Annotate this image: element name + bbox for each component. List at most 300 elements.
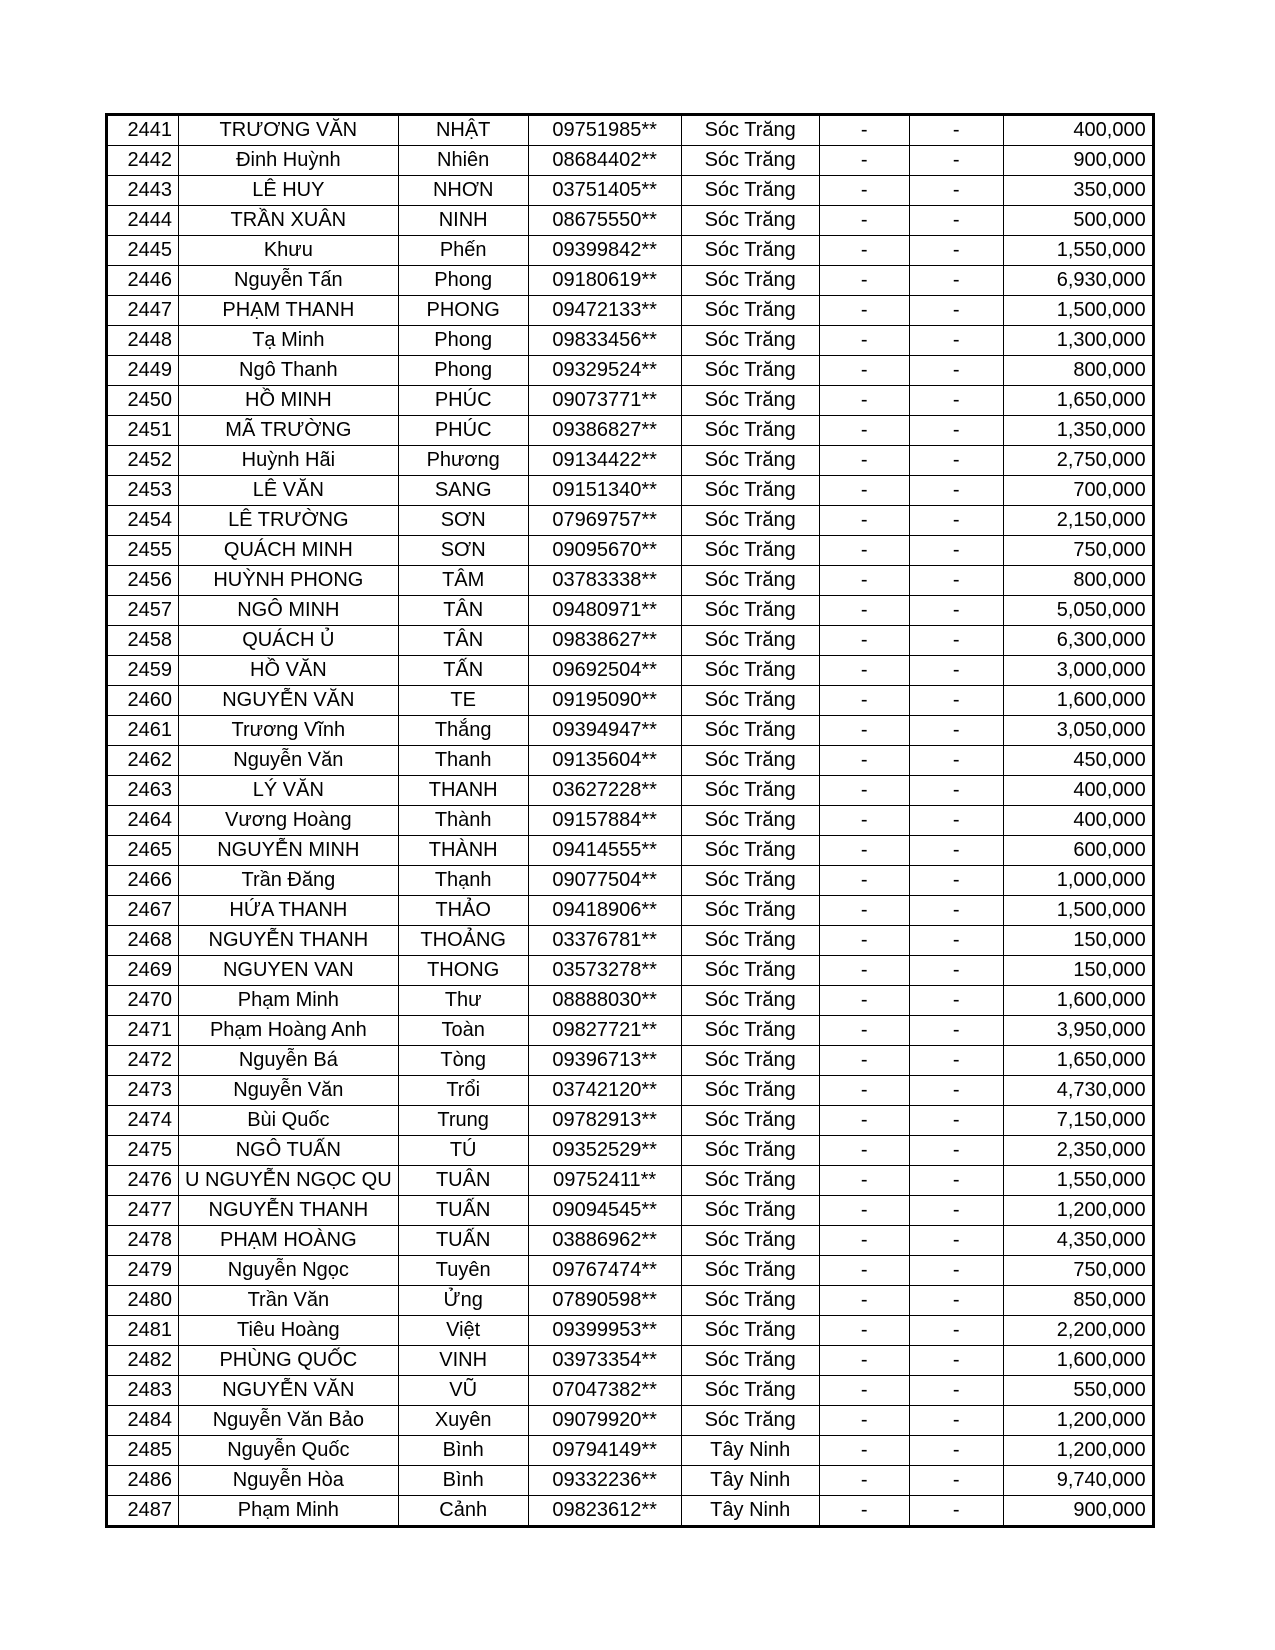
- province-cell: Sóc Trăng: [681, 1196, 819, 1226]
- phone-cell: 09752411**: [528, 1166, 681, 1196]
- province-cell: Sóc Trăng: [681, 626, 819, 656]
- col-dash-1-cell: -: [819, 716, 909, 746]
- table-row: [107, 1346, 1154, 1376]
- col-dash-2-cell: -: [909, 986, 1003, 1016]
- phone-cell: 09332236**: [528, 1466, 681, 1496]
- col-dash-1-cell: -: [819, 386, 909, 416]
- given-name-cell: Phương: [398, 446, 528, 476]
- province-cell: Sóc Trăng: [681, 206, 819, 236]
- col-dash-2-cell: -: [909, 1466, 1003, 1496]
- surname-middle-cell: Phạm Minh: [179, 1496, 399, 1527]
- col-dash-1-cell: -: [819, 1076, 909, 1106]
- surname-middle-cell: MÃ TRƯỜNG: [179, 416, 399, 446]
- given-name-cell: SƠN: [398, 506, 528, 536]
- row-number-cell: 2475: [107, 1136, 179, 1166]
- col-dash-1-cell: -: [819, 926, 909, 956]
- province-cell: Sóc Trăng: [681, 1046, 819, 1076]
- col-dash-1-cell: -: [819, 1466, 909, 1496]
- col-dash-2-cell: -: [909, 596, 1003, 626]
- amount-cell: 800,000: [1003, 356, 1153, 386]
- surname-middle-cell: NGUYỄN VĂN: [179, 1376, 399, 1406]
- col-dash-1-cell: -: [819, 896, 909, 926]
- phone-cell: 09838627**: [528, 626, 681, 656]
- row-number-cell: 2458: [107, 626, 179, 656]
- col-dash-1-cell: -: [819, 656, 909, 686]
- row-number-cell: 2441: [107, 115, 179, 146]
- table-row: [107, 1466, 1154, 1496]
- amount-cell: 3,050,000: [1003, 716, 1153, 746]
- row-number-cell: 2468: [107, 926, 179, 956]
- given-name-cell: VŨ: [398, 1376, 528, 1406]
- amount-cell: 1,500,000: [1003, 296, 1153, 326]
- col-dash-2-cell: -: [909, 236, 1003, 266]
- col-dash-1-cell: -: [819, 1346, 909, 1376]
- table-row: [107, 1076, 1154, 1106]
- given-name-cell: Phong: [398, 326, 528, 356]
- surname-middle-cell: HUỲNH PHONG: [179, 566, 399, 596]
- col-dash-1-cell: -: [819, 176, 909, 206]
- col-dash-2-cell: -: [909, 1436, 1003, 1466]
- province-cell: Sóc Trăng: [681, 506, 819, 536]
- amount-cell: 400,000: [1003, 115, 1153, 146]
- given-name-cell: Bình: [398, 1436, 528, 1466]
- given-name-cell: Thư: [398, 986, 528, 1016]
- surname-middle-cell: LÊ TRƯỜNG: [179, 506, 399, 536]
- row-number-cell: 2477: [107, 1196, 179, 1226]
- col-dash-2-cell: -: [909, 1166, 1003, 1196]
- amount-cell: 400,000: [1003, 806, 1153, 836]
- amount-cell: 550,000: [1003, 1376, 1153, 1406]
- row-number-cell: 2469: [107, 956, 179, 986]
- province-cell: Sóc Trăng: [681, 926, 819, 956]
- surname-middle-cell: Tạ Minh: [179, 326, 399, 356]
- amount-cell: 150,000: [1003, 926, 1153, 956]
- given-name-cell: Tòng: [398, 1046, 528, 1076]
- col-dash-2-cell: -: [909, 776, 1003, 806]
- col-dash-1-cell: -: [819, 1166, 909, 1196]
- given-name-cell: Phong: [398, 356, 528, 386]
- province-cell: Sóc Trăng: [681, 476, 819, 506]
- province-cell: Sóc Trăng: [681, 686, 819, 716]
- amount-cell: 800,000: [1003, 566, 1153, 596]
- col-dash-2-cell: -: [909, 326, 1003, 356]
- col-dash-1-cell: -: [819, 1436, 909, 1466]
- province-cell: Sóc Trăng: [681, 836, 819, 866]
- col-dash-2-cell: -: [909, 686, 1003, 716]
- phone-cell: 09399842**: [528, 236, 681, 266]
- surname-middle-cell: Phạm Hoàng Anh: [179, 1016, 399, 1046]
- phone-cell: 09767474**: [528, 1256, 681, 1286]
- row-number-cell: 2450: [107, 386, 179, 416]
- col-dash-2-cell: -: [909, 836, 1003, 866]
- table-row: [107, 416, 1154, 446]
- given-name-cell: Trổi: [398, 1076, 528, 1106]
- table-row: [107, 896, 1154, 926]
- given-name-cell: THẢO: [398, 896, 528, 926]
- surname-middle-cell: U NGUYỄN NGỌC QU: [179, 1166, 399, 1196]
- surname-middle-cell: PHẠM HOÀNG: [179, 1226, 399, 1256]
- given-name-cell: TE: [398, 686, 528, 716]
- table-row: [107, 1166, 1154, 1196]
- col-dash-1-cell: -: [819, 416, 909, 446]
- col-dash-2-cell: -: [909, 1256, 1003, 1286]
- amount-cell: 2,350,000: [1003, 1136, 1153, 1166]
- surname-middle-cell: Phạm Minh: [179, 986, 399, 1016]
- surname-middle-cell: Bùi Quốc: [179, 1106, 399, 1136]
- given-name-cell: THOẢNG: [398, 926, 528, 956]
- province-cell: Sóc Trăng: [681, 146, 819, 176]
- phone-cell: 09692504**: [528, 656, 681, 686]
- given-name-cell: NHƠN: [398, 176, 528, 206]
- amount-cell: 700,000: [1003, 476, 1153, 506]
- province-cell: Sóc Trăng: [681, 1016, 819, 1046]
- table-row: [107, 806, 1154, 836]
- col-dash-2-cell: -: [909, 896, 1003, 926]
- given-name-cell: Cảnh: [398, 1496, 528, 1527]
- amount-cell: 150,000: [1003, 956, 1153, 986]
- amount-cell: 900,000: [1003, 146, 1153, 176]
- given-name-cell: VINH: [398, 1346, 528, 1376]
- province-cell: Sóc Trăng: [681, 566, 819, 596]
- table-row: [107, 356, 1154, 386]
- amount-cell: 6,930,000: [1003, 266, 1153, 296]
- col-dash-2-cell: -: [909, 1406, 1003, 1436]
- surname-middle-cell: LÊ VĂN: [179, 476, 399, 506]
- phone-cell: 09077504**: [528, 866, 681, 896]
- surname-middle-cell: LÊ HUY: [179, 176, 399, 206]
- phone-cell: 09414555**: [528, 836, 681, 866]
- phone-cell: 09472133**: [528, 296, 681, 326]
- province-cell: Sóc Trăng: [681, 236, 819, 266]
- data-table: [105, 113, 1155, 1528]
- surname-middle-cell: NGUYỄN THANH: [179, 926, 399, 956]
- row-number-cell: 2484: [107, 1406, 179, 1436]
- col-dash-2-cell: -: [909, 476, 1003, 506]
- table-row: [107, 1316, 1154, 1346]
- phone-cell: 09195090**: [528, 686, 681, 716]
- surname-middle-cell: PHẠM THANH: [179, 296, 399, 326]
- surname-middle-cell: Trần Văn: [179, 1286, 399, 1316]
- phone-cell: 09151340**: [528, 476, 681, 506]
- phone-cell: 09823612**: [528, 1496, 681, 1527]
- row-number-cell: 2479: [107, 1256, 179, 1286]
- table-row: [107, 296, 1154, 326]
- surname-middle-cell: Nguyễn Văn: [179, 1076, 399, 1106]
- amount-cell: 1,500,000: [1003, 896, 1153, 926]
- table-row: [107, 656, 1154, 686]
- table-row: [107, 566, 1154, 596]
- amount-cell: 1,200,000: [1003, 1406, 1153, 1436]
- phone-cell: 09394947**: [528, 716, 681, 746]
- table-row: [107, 716, 1154, 746]
- amount-cell: 6,300,000: [1003, 626, 1153, 656]
- phone-cell: 03886962**: [528, 1226, 681, 1256]
- amount-cell: 4,730,000: [1003, 1076, 1153, 1106]
- row-number-cell: 2459: [107, 656, 179, 686]
- row-number-cell: 2478: [107, 1226, 179, 1256]
- col-dash-1-cell: -: [819, 746, 909, 776]
- surname-middle-cell: NGUYEN VAN: [179, 956, 399, 986]
- col-dash-2-cell: -: [909, 1376, 1003, 1406]
- given-name-cell: Thanh: [398, 746, 528, 776]
- table-row: [107, 686, 1154, 716]
- table-row: [107, 1256, 1154, 1286]
- given-name-cell: TÂN: [398, 596, 528, 626]
- col-dash-2-cell: -: [909, 866, 1003, 896]
- row-number-cell: 2456: [107, 566, 179, 596]
- given-name-cell: SƠN: [398, 536, 528, 566]
- surname-middle-cell: NGUYỄN MINH: [179, 836, 399, 866]
- province-cell: Sóc Trăng: [681, 296, 819, 326]
- province-cell: Sóc Trăng: [681, 115, 819, 146]
- given-name-cell: Nhiên: [398, 146, 528, 176]
- col-dash-2-cell: -: [909, 446, 1003, 476]
- province-cell: Sóc Trăng: [681, 326, 819, 356]
- col-dash-2-cell: -: [909, 146, 1003, 176]
- row-number-cell: 2474: [107, 1106, 179, 1136]
- table-row: [107, 1196, 1154, 1226]
- row-number-cell: 2455: [107, 536, 179, 566]
- row-number-cell: 2481: [107, 1316, 179, 1346]
- given-name-cell: PHONG: [398, 296, 528, 326]
- surname-middle-cell: Nguyễn Văn Bảo: [179, 1406, 399, 1436]
- col-dash-1-cell: -: [819, 1226, 909, 1256]
- surname-middle-cell: HỒ VĂN: [179, 656, 399, 686]
- amount-cell: 1,200,000: [1003, 1436, 1153, 1466]
- given-name-cell: TẤN: [398, 656, 528, 686]
- col-dash-1-cell: -: [819, 776, 909, 806]
- col-dash-1-cell: -: [819, 626, 909, 656]
- given-name-cell: TUẤN: [398, 1196, 528, 1226]
- col-dash-2-cell: -: [909, 626, 1003, 656]
- table-row: [107, 746, 1154, 776]
- phone-cell: 09827721**: [528, 1016, 681, 1046]
- given-name-cell: Việt: [398, 1316, 528, 1346]
- table-row: [107, 836, 1154, 866]
- phone-cell: 03573278**: [528, 956, 681, 986]
- row-number-cell: 2482: [107, 1346, 179, 1376]
- province-cell: Sóc Trăng: [681, 1376, 819, 1406]
- given-name-cell: THONG: [398, 956, 528, 986]
- province-cell: Sóc Trăng: [681, 1136, 819, 1166]
- surname-middle-cell: NGÔ MINH: [179, 596, 399, 626]
- table-row: [107, 115, 1154, 146]
- col-dash-1-cell: -: [819, 236, 909, 266]
- phone-cell: 03627228**: [528, 776, 681, 806]
- province-cell: Sóc Trăng: [681, 1406, 819, 1436]
- phone-cell: 09399953**: [528, 1316, 681, 1346]
- table-row: [107, 1436, 1154, 1466]
- phone-cell: 09782913**: [528, 1106, 681, 1136]
- amount-cell: 850,000: [1003, 1286, 1153, 1316]
- phone-cell: 09180619**: [528, 266, 681, 296]
- col-dash-2-cell: -: [909, 1196, 1003, 1226]
- table-row: [107, 206, 1154, 236]
- phone-cell: 09329524**: [528, 356, 681, 386]
- row-number-cell: 2476: [107, 1166, 179, 1196]
- col-dash-2-cell: -: [909, 296, 1003, 326]
- col-dash-1-cell: -: [819, 146, 909, 176]
- surname-middle-cell: Nguyễn Văn: [179, 746, 399, 776]
- given-name-cell: NHẬT: [398, 115, 528, 146]
- surname-middle-cell: Tiêu Hoàng: [179, 1316, 399, 1346]
- amount-cell: 400,000: [1003, 776, 1153, 806]
- table-row: [107, 1046, 1154, 1076]
- phone-cell: 07890598**: [528, 1286, 681, 1316]
- col-dash-2-cell: -: [909, 926, 1003, 956]
- given-name-cell: PHÚC: [398, 386, 528, 416]
- table-row: [107, 986, 1154, 1016]
- table-row: [107, 326, 1154, 356]
- province-cell: Sóc Trăng: [681, 1316, 819, 1346]
- row-number-cell: 2473: [107, 1076, 179, 1106]
- province-cell: Sóc Trăng: [681, 1076, 819, 1106]
- col-dash-2-cell: -: [909, 536, 1003, 566]
- table-row: [107, 146, 1154, 176]
- col-dash-2-cell: -: [909, 1076, 1003, 1106]
- row-number-cell: 2451: [107, 416, 179, 446]
- amount-cell: 1,000,000: [1003, 866, 1153, 896]
- col-dash-1-cell: -: [819, 356, 909, 386]
- surname-middle-cell: TRẦN XUÂN: [179, 206, 399, 236]
- row-number-cell: 2462: [107, 746, 179, 776]
- col-dash-1-cell: -: [819, 1016, 909, 1046]
- row-number-cell: 2453: [107, 476, 179, 506]
- surname-middle-cell: Trương Vĩnh: [179, 716, 399, 746]
- amount-cell: 2,750,000: [1003, 446, 1153, 476]
- phone-cell: 09386827**: [528, 416, 681, 446]
- row-number-cell: 2460: [107, 686, 179, 716]
- table-row: [107, 1136, 1154, 1166]
- col-dash-2-cell: -: [909, 1136, 1003, 1166]
- province-cell: Sóc Trăng: [681, 866, 819, 896]
- given-name-cell: Phến: [398, 236, 528, 266]
- surname-middle-cell: Huỳnh Hãi: [179, 446, 399, 476]
- row-number-cell: 2472: [107, 1046, 179, 1076]
- phone-cell: 09073771**: [528, 386, 681, 416]
- row-number-cell: 2470: [107, 986, 179, 1016]
- surname-middle-cell: Trần Đăng: [179, 866, 399, 896]
- row-number-cell: 2448: [107, 326, 179, 356]
- surname-middle-cell: QUÁCH MINH: [179, 536, 399, 566]
- col-dash-2-cell: -: [909, 266, 1003, 296]
- province-cell: Sóc Trăng: [681, 536, 819, 566]
- amount-cell: 9,740,000: [1003, 1466, 1153, 1496]
- phone-cell: 09095670**: [528, 536, 681, 566]
- phone-cell: 08675550**: [528, 206, 681, 236]
- col-dash-1-cell: -: [819, 266, 909, 296]
- table-row: [107, 236, 1154, 266]
- col-dash-1-cell: -: [819, 1106, 909, 1136]
- given-name-cell: NINH: [398, 206, 528, 236]
- given-name-cell: Phong: [398, 266, 528, 296]
- col-dash-1-cell: -: [819, 115, 909, 146]
- surname-middle-cell: Nguyễn Bá: [179, 1046, 399, 1076]
- amount-cell: 3,000,000: [1003, 656, 1153, 686]
- surname-middle-cell: PHÙNG QUỐC: [179, 1346, 399, 1376]
- given-name-cell: TUẤN: [398, 1226, 528, 1256]
- given-name-cell: TUÂN: [398, 1166, 528, 1196]
- table-row: [107, 626, 1154, 656]
- table-row: [107, 956, 1154, 986]
- given-name-cell: Ửng: [398, 1286, 528, 1316]
- row-number-cell: 2487: [107, 1496, 179, 1527]
- province-cell: Tây Ninh: [681, 1466, 819, 1496]
- phone-cell: 09352529**: [528, 1136, 681, 1166]
- col-dash-1-cell: -: [819, 476, 909, 506]
- table-row: [107, 506, 1154, 536]
- col-dash-1-cell: -: [819, 1196, 909, 1226]
- row-number-cell: 2467: [107, 896, 179, 926]
- given-name-cell: Thắng: [398, 716, 528, 746]
- province-cell: Sóc Trăng: [681, 266, 819, 296]
- row-number-cell: 2465: [107, 836, 179, 866]
- table-row: [107, 536, 1154, 566]
- phone-cell: 03973354**: [528, 1346, 681, 1376]
- table-row: [107, 776, 1154, 806]
- surname-middle-cell: Khưu: [179, 236, 399, 266]
- col-dash-2-cell: -: [909, 1226, 1003, 1256]
- surname-middle-cell: QUÁCH Ủ: [179, 626, 399, 656]
- row-number-cell: 2445: [107, 236, 179, 266]
- amount-cell: 1,200,000: [1003, 1196, 1153, 1226]
- province-cell: Sóc Trăng: [681, 1286, 819, 1316]
- province-cell: Sóc Trăng: [681, 1226, 819, 1256]
- amount-cell: 2,200,000: [1003, 1316, 1153, 1346]
- province-cell: Sóc Trăng: [681, 896, 819, 926]
- col-dash-1-cell: -: [819, 1286, 909, 1316]
- surname-middle-cell: NGÔ TUẤN: [179, 1136, 399, 1166]
- row-number-cell: 2452: [107, 446, 179, 476]
- row-number-cell: 2454: [107, 506, 179, 536]
- surname-middle-cell: NGUYỄN VĂN: [179, 686, 399, 716]
- table-row: [107, 596, 1154, 626]
- col-dash-2-cell: -: [909, 656, 1003, 686]
- surname-middle-cell: Nguyễn Tấn: [179, 266, 399, 296]
- table-row: [107, 926, 1154, 956]
- surname-middle-cell: Nguyễn Ngọc: [179, 1256, 399, 1286]
- province-cell: Sóc Trăng: [681, 716, 819, 746]
- col-dash-1-cell: -: [819, 536, 909, 566]
- province-cell: Sóc Trăng: [681, 956, 819, 986]
- col-dash-2-cell: -: [909, 716, 1003, 746]
- col-dash-2-cell: -: [909, 566, 1003, 596]
- col-dash-2-cell: -: [909, 386, 1003, 416]
- phone-cell: 03376781**: [528, 926, 681, 956]
- table-row: [107, 1016, 1154, 1046]
- row-number-cell: 2466: [107, 866, 179, 896]
- given-name-cell: THANH: [398, 776, 528, 806]
- province-cell: Sóc Trăng: [681, 776, 819, 806]
- given-name-cell: SANG: [398, 476, 528, 506]
- col-dash-1-cell: -: [819, 296, 909, 326]
- amount-cell: 350,000: [1003, 176, 1153, 206]
- amount-cell: 1,600,000: [1003, 986, 1153, 1016]
- phone-cell: 09079920**: [528, 1406, 681, 1436]
- surname-middle-cell: Vương Hoàng: [179, 806, 399, 836]
- table-row: [107, 1106, 1154, 1136]
- province-cell: Sóc Trăng: [681, 386, 819, 416]
- amount-cell: 7,150,000: [1003, 1106, 1153, 1136]
- province-cell: Sóc Trăng: [681, 356, 819, 386]
- given-name-cell: Xuyên: [398, 1406, 528, 1436]
- province-cell: Sóc Trăng: [681, 1166, 819, 1196]
- given-name-cell: PHÚC: [398, 416, 528, 446]
- surname-middle-cell: NGUYỄN THANH: [179, 1196, 399, 1226]
- col-dash-1-cell: -: [819, 1256, 909, 1286]
- phone-cell: 03751405**: [528, 176, 681, 206]
- col-dash-1-cell: -: [819, 506, 909, 536]
